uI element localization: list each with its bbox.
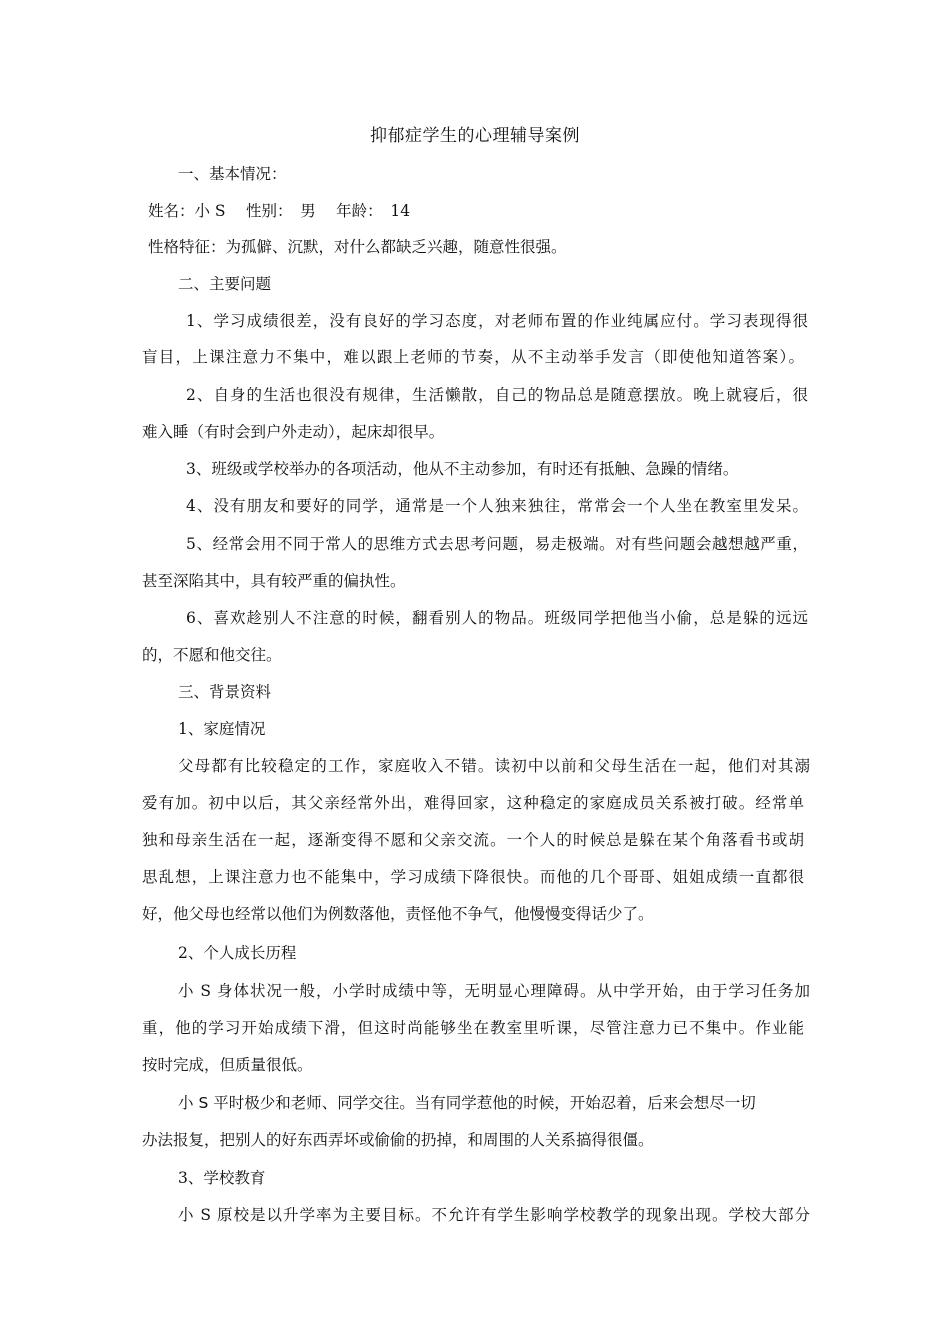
family-para-line-5: 好，他父母也经常以他们为例数落他，责怪他不争气，他慢慢变得话少了。 <box>142 905 654 923</box>
problem-item-1-line-1: 1、学习成绩很差，没有良好的学习态度，对老师布置的作业纯属应付。学习表现得很 <box>186 312 808 330</box>
family-para-line-4: 思乱想，上课注意力也不能集中，学习成绩下降很快。而他的几个哥哥、姐姐成绩一直都很 <box>142 868 804 886</box>
problem-item-1-line-2: 盲目，上课注意力不集中，难以跟上老师的节奏，从不主动举手发言（即使他知道答案）。 <box>142 348 804 366</box>
growth-para2-rest: 平时极少和老师、同学交往。当有同学惹他的时候，开始忍着，后来会想尽一切 <box>208 1094 756 1112</box>
subheading-family: 1、家庭情况 <box>178 720 266 738</box>
family-para-line-1: 父母都有比较稳定的工作，家庭收入不错。读初中以前和父母生活在一起，他们对其溺 <box>178 757 810 775</box>
family-para-line-2: 爱有加。初中以后，其父亲经常外出，难得回家，这种稳定的家庭成员关系被打破。经常单 <box>142 794 804 812</box>
document-title: 抑郁症学生的心理辅导案例 <box>370 126 580 146</box>
section-heading-basic-info: 一、基本情况： <box>178 165 287 183</box>
problem-item-4: 4、没有朋友和要好的同学，通常是一个人独来独往，常常会一个人坐在教室里发呆。 <box>186 497 808 515</box>
school-para-line-1: 小 S 原校是以升学率为主要目标。不允许有学生影响学校教学的现象出现。学校大部分 <box>178 1206 810 1224</box>
problem-item-2-line-2: 难入睡（有时会到户外走动），起床却很早。 <box>142 423 445 441</box>
problem-item-2-line-1: 2、自身的生活也很没有规律，生活懒散，自己的物品总是随意摆放。晚上就寝后，很 <box>186 386 808 404</box>
basic-info-line: 姓名：小 S 性别： 男 年龄： 14 <box>148 202 411 220</box>
growth-para2-prefix: 小 <box>178 1094 199 1112</box>
personality-line: 性格特征：为孤僻、沉默，对什么都缺乏兴趣，随意性很强。 <box>148 238 567 256</box>
subheading-growth: 2、个人成长历程 <box>178 944 297 962</box>
problem-item-3: 3、班级或学校举办的各项活动，他从不主动参加，有时还有抵触、急躁的情绪。 <box>186 460 739 478</box>
growth-para1-line-3: 按时完成，但质量很低。 <box>142 1056 313 1074</box>
problem-item-6-line-2: 的，不愿和他交往。 <box>142 646 282 664</box>
problem-item-5-line-2: 甚至深陷其中，具有较严重的偏执性。 <box>142 572 406 590</box>
subheading-school: 3、学校教育 <box>178 1169 266 1187</box>
growth-para2-line-2: 办法报复，把别人的好东西弄坏或偷偷的扔掉，和周围的人关系搞得很僵。 <box>142 1131 654 1149</box>
growth-para2-line-1 <box>178 1092 756 1114</box>
section-heading-main-problems: 二、主要问题 <box>178 275 272 293</box>
problem-item-6-line-1: 6、喜欢趁别人不注意的时候，翻看别人的物品。班级同学把他当小偷，总是躲的远远 <box>186 609 808 627</box>
problem-item-5-line-1: 5、经常会用不同于常人的思维方式去思考问题，易走极端。对有些问题会越想越严重， <box>186 535 808 553</box>
growth-para1-line-2: 重，他的学习开始成绩下滑，但这时尚能够坐在教室里听课，尽管注意力已不集中。作业能 <box>142 1019 804 1037</box>
family-para-line-3: 独和母亲生活在一起，逐渐变得不愿和父亲交流。一个人的时候总是躲在某个角落看书或胡 <box>142 831 804 849</box>
growth-para1-line-1: 小 S 身体状况一般，小学时成绩中等，无明显心理障碍。从中学开始，由于学习任务加 <box>178 982 810 1000</box>
growth-para2-s: S <box>198 1094 209 1112</box>
section-heading-background: 三、背景资料 <box>178 683 272 701</box>
